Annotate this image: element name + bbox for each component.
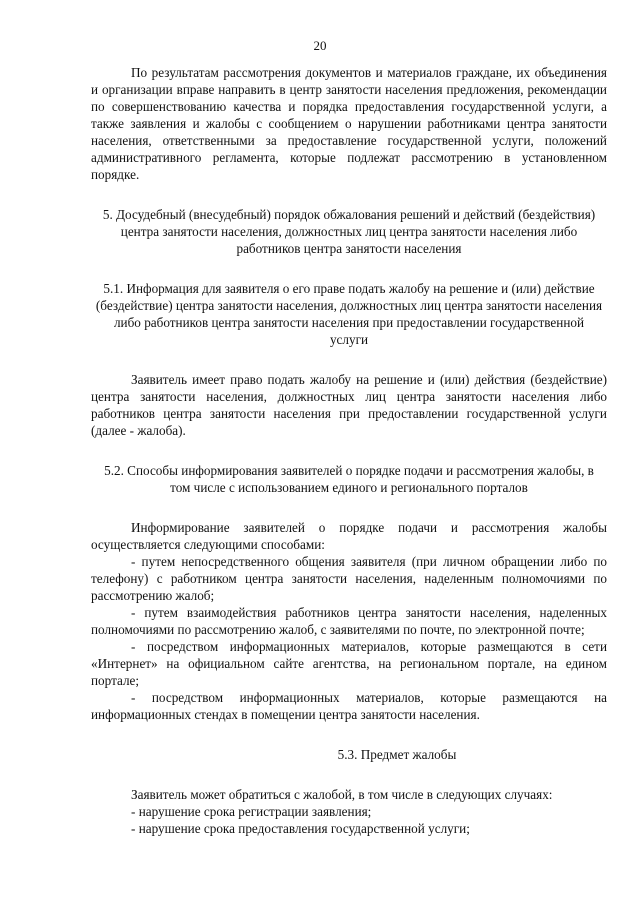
page-number: 20 bbox=[313, 38, 327, 53]
section-5-3-lead: Заявитель может обратиться с жалобой, в том числе в следующих случаях: bbox=[131, 787, 553, 802]
section-5-2-lead: Информирование заявителей о порядке подачи и рассмотрения жалобы осуществляется следующими способами: bbox=[91, 520, 607, 552]
list-item: - посредством информационных материалов, которые размещаются в сети «Интернет» на официальном сайте агентства, на региональном портале, на едином портале; bbox=[91, 639, 607, 688]
intro-paragraph: По результатам рассмотрения документов и материалов граждане, их объединения и организации вправе направить в центр занятости населения предложения, рекомендации по совершенствованию качества и порядка предоставления государственной услуги, а также заявления и жалобы с сообщением о нарушении работниками центра занятости населения, ответственными за предоставление государственной услуги, положений административного регламента, которые подлежат рассмотрению в установленном порядке. bbox=[91, 65, 607, 182]
list-item: - нарушение срока предоставления государственной услуги; bbox=[131, 821, 470, 836]
section-5-heading: 5. Досудебный (внесудебный) порядок обжалования решений и действий (бездействия) центра занятости населения, должностных лиц центра занятости населения либо работников центра занятости населения bbox=[102, 207, 596, 256]
document-body bbox=[91, 64, 607, 837]
list-item: - нарушение срока регистрации заявления; bbox=[131, 804, 372, 819]
list-item: - путем непосредственного общения заявителя (при личном обращении либо по телефону) с работником центра занятости населения, наделенным полномочиями по рассмотрению жалоб; bbox=[91, 554, 607, 603]
section-5-2-heading: 5.2. Способы информирования заявителей о порядке подачи и рассмотрения жалобы, в том числе с использованием единого и регионального порталов bbox=[104, 463, 594, 495]
list-item: - путем взаимодействия работников центра занятости населения, наделенных полномочиями по рассмотрению жалоб, с заявителями по почте, по электронной почте; bbox=[91, 605, 607, 637]
section-5-1-text: Заявитель имеет право подать жалобу на решение и (или) действия (бездействие) центра занятости населения, должностных лиц центра занятости населения либо работников центра занятости населения при предоставлении государственной услуги (далее - жалоба). bbox=[91, 372, 607, 438]
section-5-1-heading: 5.1. Информация для заявителя о его праве подать жалобу на решение и (или) действие (бездействие) центра занятости населения, должностных лиц центра занятости населения либо работников центра занятости населения при предоставлении государственной услуги bbox=[95, 281, 603, 347]
section-5-3-heading: 5.3. Предмет жалобы bbox=[337, 747, 457, 762]
list-item: - посредством информационных материалов, которые размещаются на информационных стендах в помещении центра занятости населения. bbox=[91, 690, 607, 722]
